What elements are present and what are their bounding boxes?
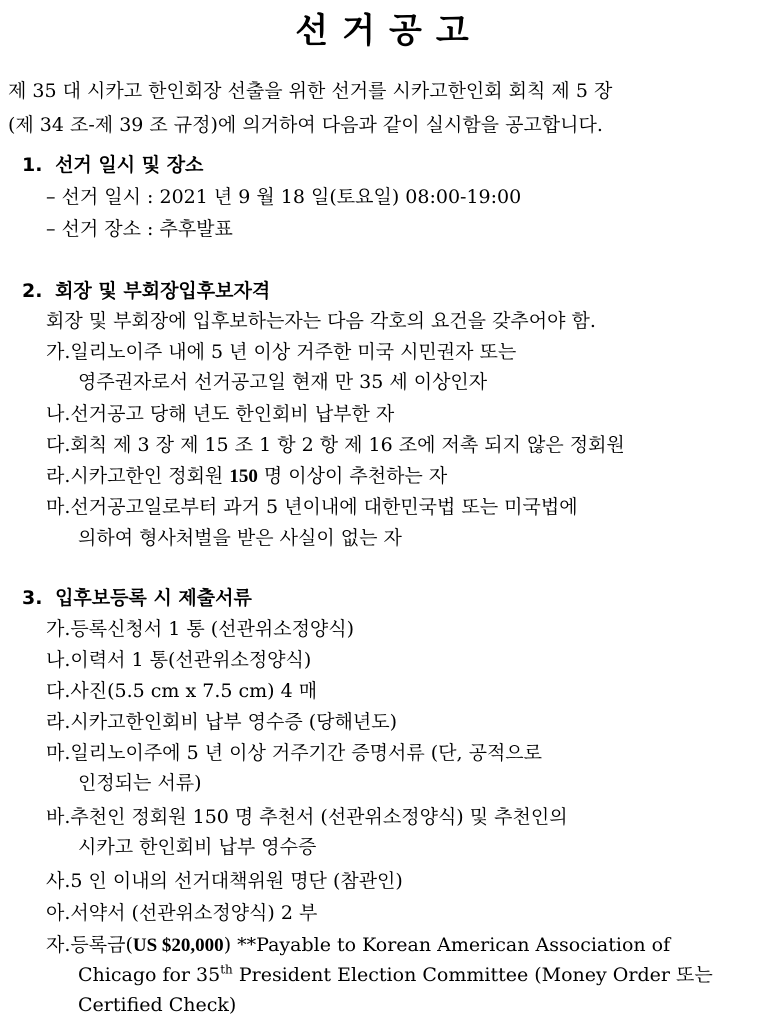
list-item [46,932,670,959]
item-text: Chicago for 35 [78,964,221,986]
section-1-item-date: – 선거 일시 : 2021 년 9 월 18 일(토요일) 08:00-19:00 [46,186,522,208]
item-text: 추천인 정회원 150 명 추천서 (선관위소정양식) 및 추천인의 [70,806,568,828]
item-continuation: 의하여 형사처벌을 받은 사실이 없는 자 [78,527,402,549]
bold-amount: US $20,000 [132,935,224,956]
section-2-number: 2. [22,280,43,302]
item-text: ) **Payable to Korean American Association of [223,934,671,956]
list-item [46,709,397,735]
item-text: 등록금( [70,934,133,956]
intro-line-2: (제 34 조-제 39 조 규정)에 의거하여 다음과 같이 실시함을 공고합니다. [8,114,603,136]
list-item [46,900,317,926]
item-marker: 자. [46,934,71,956]
item-text: 명 이상이 추천하는 자 [257,465,448,487]
item-text: 시카고한인 정회원 [70,465,230,487]
ordinal-superscript: th [220,962,233,977]
item-text: 이력서 1 통(선관위소정양식) [70,649,312,671]
section-2-heading [22,278,270,304]
list-item [46,401,394,427]
list-item [46,463,447,490]
item-text: 선거공고일로부터 과거 5 년이내에 대한민국법 또는 미국법에 [70,496,578,518]
item-marker: 나. [46,649,71,671]
list-item [46,740,542,766]
item-marker: 라. [46,711,71,733]
item-marker: 아. [46,902,71,924]
intro-line-1: 제 35 대 시카고 한인회장 선출을 위한 선거를 시카고한인회 회칙 제 5 장 [8,80,613,102]
section-2-intro: 회장 및 부회장에 입후보하는자는 다음 각호의 요건을 갖추어야 함. [46,310,596,332]
item-text: 등록신청서 1 통 (선관위소정양식) [70,618,355,640]
item-marker: 마. [46,742,71,764]
bold-number: 150 [229,466,258,487]
item-text: 일리노이주에 5 년 이상 거주기간 증명서류 (단, 공적으로 [70,742,543,764]
item-continuation [78,962,713,988]
item-continuation: 인정되는 서류) [78,772,202,794]
item-continuation: Certified Check) [78,994,237,1016]
section-3-number: 3. [22,587,43,609]
item-text: 서약서 (선관위소정양식) 2 부 [70,902,318,924]
item-text: 일리노이주 내에 5 년 이상 거주한 미국 시민권자 또는 [70,341,517,363]
list-item [46,432,625,458]
section-1-item-place: – 선거 장소 : 추후발표 [46,218,233,240]
section-1-number: 1. [22,154,43,176]
item-marker: 마. [46,496,71,518]
list-item [46,616,354,642]
item-text: President Election Committee (Money Order 또는 [232,964,713,986]
section-1-title: 선거 일시 및 장소 [55,154,204,176]
section-3-title: 입후보등록 시 제출서류 [55,587,252,609]
item-marker: 사. [46,870,71,892]
list-item [46,678,317,704]
item-marker: 다. [46,434,71,456]
item-continuation: 시카고 한인회비 납부 영수증 [78,836,317,858]
item-marker: 가. [46,341,71,363]
item-continuation: 영주권자로서 선거공고일 현재 만 35 세 이상인자 [78,371,488,393]
item-marker: 가. [46,618,71,640]
item-marker: 다. [46,680,71,702]
list-item [46,868,403,894]
item-text: 5 인 이내의 선거대책위원 명단 (참관인) [70,870,403,892]
list-item [46,647,311,673]
list-item [46,494,578,520]
section-3-heading [22,585,252,611]
list-item [46,339,516,365]
item-text: 사진(5.5 cm x 7.5 cm) 4 매 [70,680,318,702]
section-1-heading [22,152,203,178]
section-2-title: 회장 및 부회장입후보자격 [55,280,271,302]
item-marker: 라. [46,465,71,487]
item-marker: 바. [46,806,71,828]
item-text: 회칙 제 3 장 제 15 조 1 항 2 항 제 16 조에 저촉 되지 않은 정회원 [70,434,625,456]
item-text: 시카고한인회비 납부 영수증 (당해년도) [70,711,398,733]
list-item [46,804,568,830]
item-text: 선거공고 당해 년도 한인회비 납부한 자 [70,403,395,425]
page-title: 선거공고 [295,11,483,51]
item-marker: 나. [46,403,71,425]
